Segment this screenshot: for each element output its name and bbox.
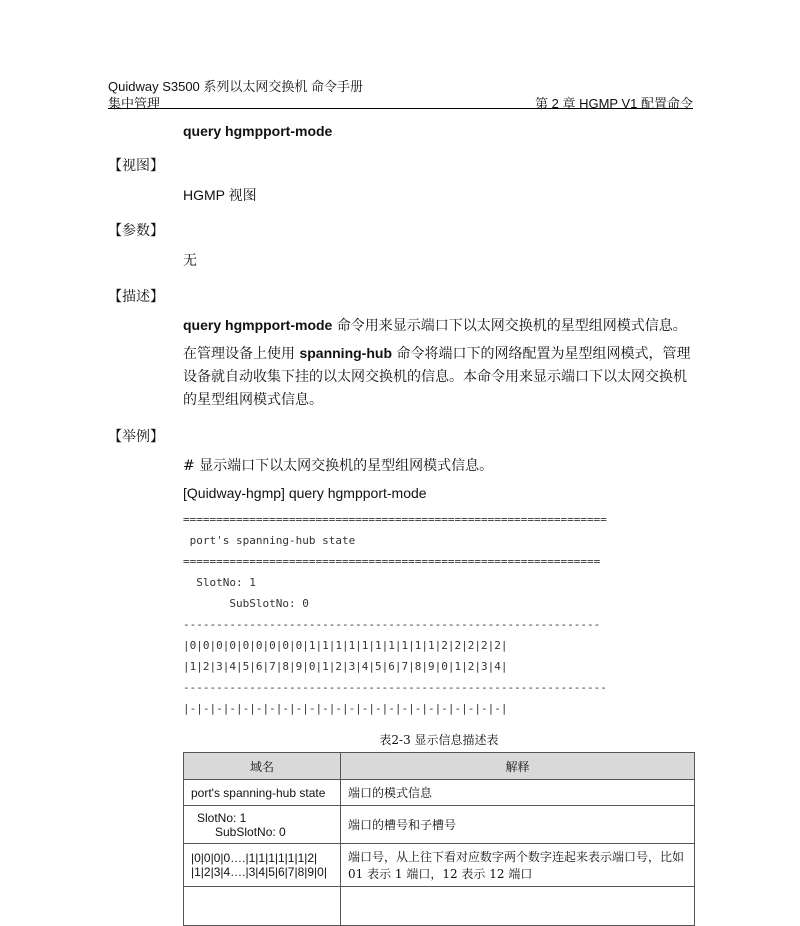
output-slot: SlotNo: 1 — [183, 576, 256, 589]
section-view-label: 【视图】 — [108, 158, 164, 174]
desc-paragraph-2: 在管理设备上使用 spanning-hub 命令将端口下的网络配置为星型组网模式，管理 设备就自动收集下挂的以太网交换机的信息。本命令用来显示端口下以太网交换机 的星型组网模式信息。 — [183, 345, 691, 408]
output-port-units-row: |1|2|3|4|5|6|7|8|9|0|1|2|3|4|5|6|7|8|9|0|1|2|3|4| — [183, 660, 508, 673]
table-cell-field: port's spanning-hub state — [184, 780, 341, 806]
desc-command-bold: query hgmpport-mode — [183, 317, 333, 333]
section-example-label: 【举例】 — [108, 429, 164, 445]
table-row — [184, 844, 695, 887]
desc-paragraph-1: query hgmpport-mode 命令用来显示端口下以太网交换机的星型组网模式信息。 — [183, 317, 687, 334]
output-separator-eq: =============================================================== — [183, 555, 601, 568]
header-manual-title: Quidway S3500 系列以太网交换机 命令手册 — [108, 79, 364, 94]
param-value: 无 — [183, 253, 197, 269]
table-header-field: 域名 — [184, 753, 341, 780]
output-port-state-row: |-|-|-|-|-|-|-|-|-|-|-|-|-|-|-|-|-|-|-|-|-|-|-|-| — [183, 702, 508, 715]
output-separator-dash: --------------------------------------------------------------- — [183, 618, 601, 631]
table-cell-desc: 端口的槽号和子槽号 — [341, 806, 695, 844]
table-header-row — [184, 753, 695, 780]
table-header-desc: 解释 — [341, 753, 695, 780]
output-separator-eq: ================================================================ — [183, 513, 607, 526]
example-command: [Quidway-hgmp] query hgmpport-mode — [183, 485, 427, 501]
table-row — [184, 806, 695, 844]
output-subslot: SubSlotNo: 0 — [183, 597, 309, 610]
header-chapter: 第 2 章 HGMP V1 配置命令 — [535, 96, 693, 111]
view-value: HGMP 视图 — [183, 187, 257, 203]
display-info-table — [183, 752, 695, 926]
example-comment: # 显示端口下以太网交换机的星型组网模式信息。 — [183, 458, 494, 474]
output-port-tens-row: |0|0|0|0|0|0|0|0|0|1|1|1|1|1|1|1|1|1|1|2|2|2|2|2| — [183, 639, 508, 652]
section-param-label: 【参数】 — [108, 223, 164, 239]
output-title: port's spanning-hub state — [183, 534, 356, 547]
table-caption: 表2-3 显示信息描述表 — [379, 733, 499, 747]
header-section: 集中管理 — [108, 96, 161, 111]
output-separator-dash: ---------------------------------------------------------------- — [183, 681, 607, 694]
table-row — [184, 780, 695, 806]
header-rule — [108, 108, 693, 109]
command-title: query hgmpport-mode — [183, 123, 333, 139]
table-cell-desc: 端口的模式信息 — [341, 780, 695, 806]
table-cell-field: SlotNo: 1 SubSlotNo: 0 — [184, 806, 341, 844]
table-cell-desc: 端口号，从上往下看对应数字两个数字连起来表示端口号，比如 01 表示 1 端口，12 表示 12 端口 — [341, 844, 695, 887]
desc-spanning-hub-bold: spanning-hub — [299, 345, 392, 361]
section-desc-label: 【描述】 — [108, 289, 164, 305]
table-cell-field: |0|0|0|0….|1|1|1|1|1|1|2| |1|2|3|4….|3|4|5|6|7|8|9|0| — [184, 844, 341, 887]
table-row-cut-off — [184, 887, 695, 926]
